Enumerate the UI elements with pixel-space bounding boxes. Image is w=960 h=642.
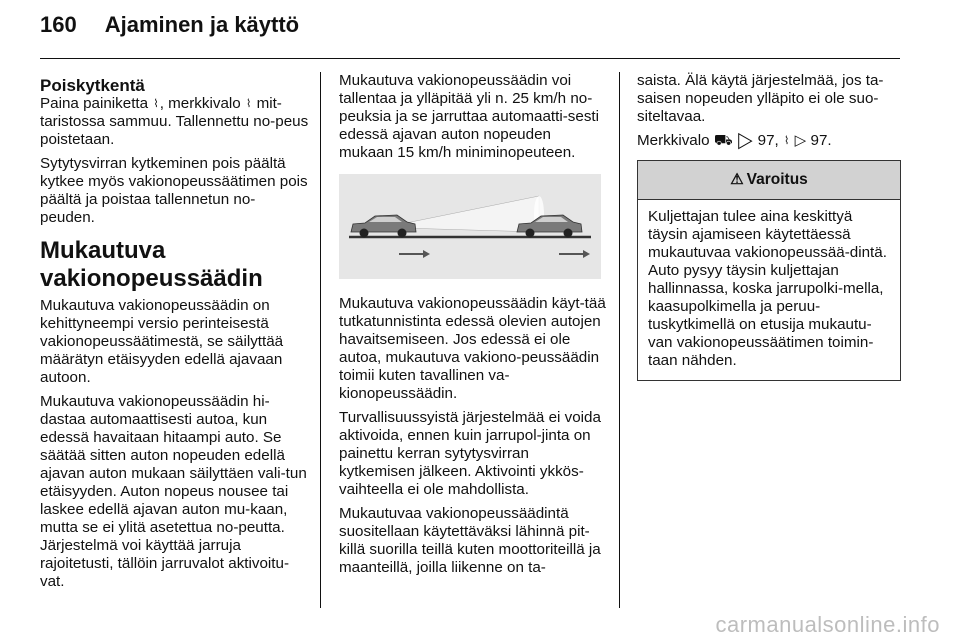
- reference-page: 97.: [810, 132, 832, 149]
- cruise-control-indicator-icon: ⌇: [245, 98, 252, 110]
- section-heading: [40, 237, 310, 293]
- column-divider-2: [619, 72, 620, 608]
- paragraph-deactivation: [40, 95, 310, 149]
- paragraph-recommendation: Mukautuvaa vakionopeussäädintä suositellaan käytettäväksi lähinnä pit-killä suorilla teillä kuten moottoriteillä ja maanteillä, joilla liikenne on ta-: [339, 505, 601, 576]
- warning-icon: ⚠: [730, 171, 744, 188]
- car-icon: ⛟: [713, 132, 733, 149]
- reference-page: 97,: [757, 132, 779, 149]
- section-heading-line-1: Mukautuva: [40, 237, 166, 264]
- watermark: carmanualsonline.info: [715, 612, 940, 637]
- text-segment: , merkkivalo: [159, 95, 241, 112]
- indicator-reference: [637, 132, 901, 150]
- arrow-reference-icon: ▷: [737, 132, 754, 149]
- warning-body: Kuljettajan tulee aina keskittyä täysin ajamiseen käytettäessä mukautuvaa vakionopeussää-dintä. Auto pysyy täysin kuljettajan hallinnassa, koska jarrupolki-mella, kaasupolkimella ja peruu-tuskytkimellä on etusija mukautu-van vakionopeussäätimen toimin-taan nähden.: [648, 208, 887, 369]
- paragraph-acc-function: Mukautuva vakionopeussäädin hi-dastaa automaattisesti autoa, kun edessä havaitaan hitaampi auto. Se säätää sitten auton nopeuden edellä ajavan auton mukaan säilyttäen vali-tun etäisyyden. Auton nopeus nousee tai laskee edellä ajavan auton mu-kaan, mutta se ei ylitä asetettua no-peutta. Järjestelmä voi käyttää jarruja rajoitetusti, tällöin jarruvalot aktivoitu-vat.: [40, 393, 307, 590]
- text-segment: mit-taristossa sammuu. Tallennettu no-peus poistetaan.: [40, 95, 309, 148]
- acc-radar-illustration: [339, 174, 601, 279]
- column-2: [339, 72, 609, 583]
- paragraph-safety: Turvallisuussyistä järjestelmää ei voida aktivoida, ennen kuin jarrupol-jinta on painettu kerran sytytysvirran kytkemisen jälkeen. Aktivointi ykkös-vaihteella ei ole mahdollista.: [339, 409, 601, 498]
- header-rule: [40, 58, 900, 59]
- warning-box: [637, 160, 901, 381]
- text-segment: Paina painiketta: [40, 95, 149, 112]
- page-title: Ajaminen ja käyttö: [104, 12, 300, 37]
- column-divider-1: [320, 72, 321, 608]
- radar-diagram-icon: [339, 174, 601, 279]
- direction-arrow-icon: [399, 250, 430, 258]
- column-1: [40, 72, 310, 597]
- direction-arrow-icon: [559, 250, 590, 258]
- cruise-control-icon: ⌇: [153, 98, 159, 110]
- cruise-control-icon: ⌇: [784, 135, 790, 147]
- warning-header: [638, 161, 900, 200]
- page-number: 160: [40, 12, 77, 37]
- arrow-reference-icon: ▷: [794, 132, 807, 149]
- section-heading-line-2: vakionopeussäädin: [40, 265, 263, 292]
- paragraph-acc-intro: Mukautuva vakionopeussäädin on kehittyneempi versio perinteisestä vakionopeussäätimestä, se säilyttää määrätyn etäisyyden edellä ajavaan autoon.: [40, 297, 284, 386]
- paragraph-continued: saista. Älä käytä järjestelmää, jos ta-saisen nopeuden ylläpito ei ole suo-siteltavaa.: [637, 72, 884, 125]
- sub-heading-deactivation: Poiskytkentä: [40, 76, 145, 95]
- paragraph-ignition: Sytytysvirran kytkeminen pois päältä kytkee myös vakionopeussäätimen pois päältä ja poistaa tallennetun no-peuden.: [40, 155, 308, 226]
- paragraph-radar: Mukautuva vakionopeussäädin käyt-tää tutkatunnistinta edessä olevien autojen havaitsemiseen. Jos edessä ei ole autoa, mukautuva vakiono-peussäädin toimii kuten tavallinen va-kionopeussäädin.: [339, 295, 606, 402]
- paragraph-acc-speed: Mukautuva vakionopeussäädin voi tallentaa ja ylläpitää yli n. 25 km/h no-peuksia ja se jarruttaa automaatti-sesti edessä ajavan auton nopeuden mukaan 15 km/h miniminopeuteen.: [339, 72, 600, 161]
- page-header: [40, 12, 299, 52]
- own-car-icon: [351, 215, 416, 238]
- column-3: [637, 72, 901, 381]
- warning-title: Varoitus: [746, 171, 808, 188]
- reference-label: Merkkivalo: [637, 132, 710, 149]
